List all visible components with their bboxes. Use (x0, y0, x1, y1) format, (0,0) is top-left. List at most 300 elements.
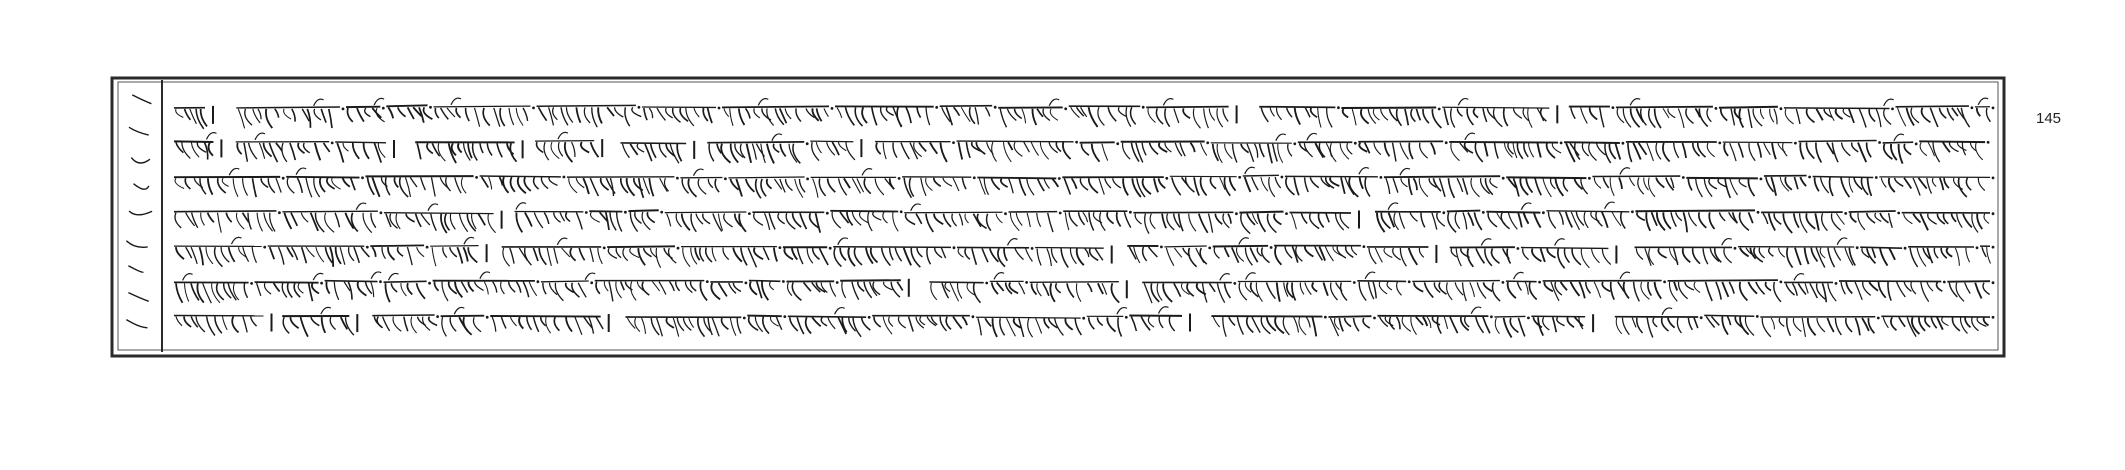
script-stroke (1247, 214, 1255, 225)
script-stroke (1899, 317, 1905, 326)
script-stroke (976, 142, 985, 154)
script-stroke (934, 214, 943, 225)
script-stroke (785, 108, 791, 119)
script-stroke (754, 248, 763, 260)
script-stroke (245, 109, 252, 125)
script-stroke (943, 178, 952, 186)
script-stroke (1699, 212, 1706, 228)
script-stroke (868, 212, 872, 231)
script-stroke (490, 316, 601, 317)
script-stroke (1247, 317, 1254, 332)
tsheg-dot (748, 212, 751, 215)
script-stroke (190, 109, 197, 124)
script-stroke (806, 317, 811, 333)
script-stroke (330, 317, 335, 329)
script-stroke (298, 283, 303, 293)
script-stroke (990, 248, 999, 262)
script-stroke (1488, 213, 1497, 227)
script-stroke (1975, 283, 1981, 299)
script-stroke (883, 212, 888, 223)
script-stroke (257, 283, 261, 296)
script-stroke (1976, 142, 1983, 160)
script-stroke (1245, 167, 1255, 174)
script-stroke (1739, 109, 1743, 128)
script-stroke (1707, 143, 1714, 157)
script-stroke (407, 283, 412, 294)
script-stroke (1312, 317, 1316, 336)
script-stroke (1982, 247, 1986, 257)
script-stroke (1374, 143, 1381, 155)
tsheg-dot (1142, 106, 1145, 109)
script-stroke (962, 178, 966, 189)
script-stroke (1105, 178, 1111, 188)
script-stroke (776, 317, 782, 330)
script-stroke (1770, 109, 1774, 123)
script-stroke (1603, 178, 1608, 188)
script-stroke (1089, 107, 1098, 127)
script-stroke (1193, 108, 1200, 128)
script-stroke (1876, 109, 1881, 127)
script-stroke (1432, 213, 1437, 230)
script-stroke (401, 283, 407, 296)
script-stroke (1855, 282, 1862, 300)
script-stroke (700, 248, 704, 262)
script-stroke (484, 282, 488, 295)
script-stroke (489, 177, 492, 189)
script-stroke (1674, 143, 1679, 158)
script-stroke (1098, 107, 1105, 125)
tsheg-dot (278, 211, 281, 214)
script-stroke (451, 98, 461, 105)
script-stroke (739, 108, 745, 125)
script-stroke (632, 107, 641, 116)
script-stroke (175, 213, 181, 228)
script-stroke (463, 317, 471, 335)
script-stroke (621, 143, 687, 144)
script-stroke (443, 247, 447, 257)
script-stroke (1955, 248, 1959, 266)
script-stroke (364, 143, 369, 159)
script-stroke (696, 214, 703, 225)
script-stroke (1904, 214, 1913, 224)
script-stroke (1393, 248, 1401, 260)
script-stroke (647, 212, 654, 223)
script-stroke (576, 107, 580, 122)
script-stroke (1566, 212, 1572, 228)
script-stroke (1940, 178, 1944, 190)
script-stroke (1259, 107, 1335, 108)
script-stroke (1097, 317, 1102, 325)
script-stroke (175, 178, 184, 188)
tsheg-dot (429, 106, 432, 109)
script-stroke (1490, 178, 1498, 188)
script-stroke (549, 177, 558, 185)
script-stroke (1154, 178, 1158, 192)
tsheg-dot (1943, 281, 1946, 284)
script-stroke (1223, 108, 1228, 121)
script-stroke (396, 214, 400, 229)
tsheg-dot (1165, 177, 1168, 180)
script-stroke (557, 238, 567, 245)
script-stroke (1719, 212, 1725, 221)
script-stroke (890, 178, 894, 189)
script-stroke (683, 248, 690, 267)
script-stroke (1379, 282, 1387, 294)
script-stroke (269, 143, 277, 162)
script-stroke (1163, 99, 1173, 106)
script-stroke (374, 98, 384, 105)
script-stroke (1771, 318, 1774, 329)
script-stroke (1872, 248, 1875, 258)
script-stroke (186, 247, 192, 258)
script-line (174, 307, 1994, 338)
script-stroke (1239, 238, 1249, 245)
script-stroke (468, 282, 473, 292)
script-stroke (1028, 318, 1033, 337)
script-stroke (1841, 282, 1845, 294)
script-stroke (708, 179, 713, 188)
script-stroke (1829, 109, 1834, 121)
script-stroke (1828, 283, 1836, 301)
script-stroke (1602, 212, 1608, 228)
script-stroke (1385, 143, 1390, 157)
script-stroke (959, 142, 963, 159)
tsheg-dot (985, 282, 988, 285)
script-stroke (558, 142, 562, 156)
script-stroke (797, 317, 804, 334)
script-stroke (774, 248, 777, 262)
script-stroke (1883, 317, 1888, 328)
script-stroke (1779, 248, 1785, 258)
script-stroke (1728, 316, 1731, 325)
script-stroke (616, 282, 622, 298)
tsheg-dot (382, 107, 385, 110)
script-stroke (1555, 178, 1563, 196)
script-stroke (406, 177, 411, 197)
script-stroke (1576, 212, 1584, 226)
tsheg-dot (1987, 141, 1990, 144)
script-stroke (1037, 249, 1041, 266)
script-stroke (1465, 133, 1475, 140)
tsheg-dot (250, 282, 253, 285)
script-stroke (790, 317, 798, 331)
script-stroke (1306, 317, 1310, 327)
tsheg-dot (624, 211, 627, 214)
script-stroke (816, 142, 821, 153)
script-stroke (854, 248, 862, 265)
script-stroke (461, 177, 466, 193)
script-stroke (206, 247, 213, 264)
script-stroke (1043, 283, 1049, 296)
script-stroke (977, 214, 986, 229)
manuscript-image (110, 72, 2008, 362)
script-stroke (792, 283, 801, 301)
script-stroke (1475, 143, 1482, 162)
script-stroke (1881, 316, 1990, 317)
script-stroke (1089, 178, 1098, 193)
tsheg-dot (826, 212, 829, 215)
script-stroke (1605, 202, 1615, 209)
script-stroke (1774, 282, 1781, 302)
script-stroke (1534, 213, 1541, 228)
script-stroke (1019, 179, 1025, 196)
script-stroke (1859, 109, 1866, 128)
script-stroke (1455, 282, 1463, 295)
script-stroke (1414, 178, 1417, 190)
script-stroke (1343, 109, 1348, 118)
script-stroke (1000, 318, 1005, 335)
script-stroke (1532, 249, 1541, 262)
script-stroke (372, 247, 375, 257)
tsheg-dot (1992, 246, 1995, 249)
tsheg-dot (836, 281, 839, 284)
script-stroke (1117, 212, 1121, 226)
script-stroke (1514, 108, 1522, 118)
script-stroke (1166, 248, 1173, 266)
script-stroke (1749, 212, 1753, 223)
script-stroke (709, 144, 714, 162)
script-stroke (927, 248, 931, 265)
tsheg-dot (1129, 211, 1132, 214)
script-stroke (534, 317, 539, 332)
script-stroke (1267, 283, 1276, 299)
script-stroke (1716, 282, 1721, 300)
script-stroke (1450, 317, 1458, 333)
script-stroke (1827, 318, 1833, 332)
script-stroke (1984, 317, 1989, 325)
script-stroke (1632, 318, 1636, 328)
script-stroke (926, 214, 933, 232)
script-stroke (185, 109, 191, 120)
script-stroke (358, 282, 367, 296)
script-stroke (1447, 211, 1481, 212)
script-stroke (1189, 248, 1197, 267)
script-stroke (1794, 274, 1804, 281)
script-stroke (750, 282, 757, 295)
script-stroke (1210, 283, 1216, 291)
script-stroke (729, 283, 736, 294)
script-stroke (566, 107, 572, 122)
script-stroke (203, 283, 212, 303)
script-stroke (1688, 318, 1692, 330)
script-stroke (243, 317, 247, 333)
script-stroke (1414, 282, 1423, 291)
script-stroke (1836, 109, 1843, 119)
script-stroke (706, 248, 712, 263)
script-stroke (1779, 318, 1784, 326)
script-stroke (677, 144, 681, 161)
script-stroke (243, 247, 249, 262)
script-stroke (1635, 210, 1755, 211)
script-stroke (832, 212, 841, 228)
script-stroke (1113, 178, 1121, 188)
tsheg-dot (1734, 247, 1737, 250)
script-stroke (1393, 143, 1397, 162)
script-stroke (1904, 282, 1911, 291)
script-stroke (985, 318, 991, 326)
tsheg-dot (428, 282, 431, 285)
script-stroke (844, 178, 850, 188)
script-stroke (741, 248, 747, 266)
script-stroke (1645, 248, 1651, 265)
script-stroke (1328, 316, 1371, 317)
script-stroke (1476, 249, 1484, 264)
script-stroke (258, 109, 261, 119)
script-stroke (1944, 178, 1949, 188)
script-stroke (835, 308, 845, 315)
script-stroke (1159, 178, 1166, 188)
script-stroke (1111, 283, 1119, 302)
tsheg-dot (1588, 177, 1591, 180)
script-stroke (876, 143, 880, 155)
script-stroke (1365, 272, 1375, 279)
script-stroke (1934, 248, 1938, 258)
script-stroke (1290, 213, 1352, 214)
script-stroke (752, 144, 756, 160)
script-stroke (793, 144, 800, 164)
script-stroke (1457, 178, 1463, 192)
script-stroke (1817, 318, 1825, 332)
script-stroke (1474, 212, 1481, 230)
script-stroke (1798, 141, 1876, 142)
script-stroke (1655, 108, 1661, 128)
script-stroke (1769, 248, 1774, 257)
script-stroke (201, 213, 205, 226)
script-stroke (523, 282, 529, 298)
script-stroke (652, 282, 659, 291)
script-stroke (569, 178, 577, 193)
script-stroke (356, 203, 366, 210)
script-stroke (1471, 178, 1480, 197)
tsheg-dot (1438, 108, 1441, 111)
script-stroke (244, 143, 247, 162)
tsheg-dot (1490, 315, 1493, 318)
script-stroke (493, 282, 497, 293)
script-stroke (1834, 248, 1841, 261)
script-stroke (977, 178, 1056, 179)
script-stroke (473, 317, 481, 332)
tsheg-dot (1992, 107, 1995, 110)
script-stroke (890, 248, 894, 260)
script-stroke (649, 178, 653, 196)
script-stroke (897, 107, 902, 126)
tsheg-dot (973, 176, 976, 179)
script-stroke (1131, 317, 1136, 332)
script-stroke (1213, 246, 1268, 247)
script-stroke (182, 142, 190, 158)
script-stroke (1963, 214, 1972, 228)
script-stroke (1099, 178, 1104, 194)
script-stroke (1630, 178, 1635, 186)
tsheg-dot (1442, 211, 1445, 214)
script-stroke (598, 107, 602, 123)
margin-stroke (128, 293, 148, 302)
script-stroke (1706, 282, 1713, 301)
script-stroke (813, 248, 820, 259)
script-stroke (1146, 107, 1228, 108)
script-stroke (1913, 214, 1920, 223)
tsheg-dot (1285, 212, 1288, 215)
script-stroke (1828, 248, 1835, 268)
script-stroke (442, 282, 448, 301)
script-stroke (1027, 179, 1034, 196)
script-stroke (279, 247, 284, 265)
script-stroke (1822, 213, 1828, 230)
tsheg-dot (972, 315, 975, 318)
script-stroke (1495, 318, 1499, 334)
script-stroke (1762, 318, 1771, 337)
script-stroke (1476, 317, 1484, 333)
tsheg-dot (1517, 247, 1520, 250)
script-stroke (1911, 108, 1919, 123)
script-stroke (1036, 318, 1042, 333)
script-stroke (997, 282, 1004, 291)
script-stroke (1310, 177, 1319, 187)
script-stroke (1514, 178, 1519, 196)
script-stroke (185, 178, 190, 189)
script-stroke (1943, 214, 1948, 224)
script-stroke (1143, 178, 1151, 194)
script-stroke (1868, 178, 1872, 196)
script-stroke (1225, 283, 1231, 298)
script-stroke (992, 142, 997, 162)
script-stroke (1521, 248, 1609, 249)
script-stroke (1299, 317, 1306, 335)
script-stroke (322, 317, 326, 333)
tsheg-dot (1380, 176, 1383, 179)
script-stroke (707, 142, 804, 143)
script-stroke (1846, 282, 1852, 294)
script-stroke (321, 307, 331, 314)
script-stroke (394, 177, 398, 187)
script-stroke (1305, 283, 1311, 295)
script-stroke (711, 283, 720, 300)
script-stroke (1558, 249, 1565, 269)
script-stroke (516, 282, 520, 293)
script-stroke (1148, 317, 1154, 328)
script-stroke (1010, 213, 1019, 231)
tsheg-dot (1877, 317, 1880, 320)
script-stroke (435, 108, 439, 118)
script-stroke (314, 99, 324, 106)
script-stroke (1658, 248, 1666, 258)
script-stroke (1026, 248, 1033, 261)
script-stroke (335, 213, 339, 227)
script-stroke (1463, 282, 1467, 301)
script-stroke (1575, 143, 1580, 159)
script-stroke (737, 318, 741, 334)
script-stroke (1805, 283, 1808, 293)
script-stroke (251, 317, 257, 327)
script-stroke (945, 283, 950, 292)
script-stroke (555, 283, 563, 301)
script-stroke (1855, 318, 1860, 335)
margin-stroke (131, 158, 150, 163)
script-stroke (1411, 317, 1417, 335)
script-stroke (1031, 142, 1038, 156)
script-stroke (591, 142, 599, 157)
script-stroke (1065, 212, 1069, 230)
script-stroke (266, 109, 272, 128)
script-stroke (1179, 214, 1183, 232)
script-stroke (519, 317, 523, 329)
script-stroke (398, 107, 406, 116)
script-stroke (233, 178, 238, 197)
script-stroke (553, 107, 558, 119)
script-stroke (1671, 212, 1676, 226)
tsheg-dot (1527, 317, 1530, 320)
manuscript-folio (110, 72, 2008, 362)
